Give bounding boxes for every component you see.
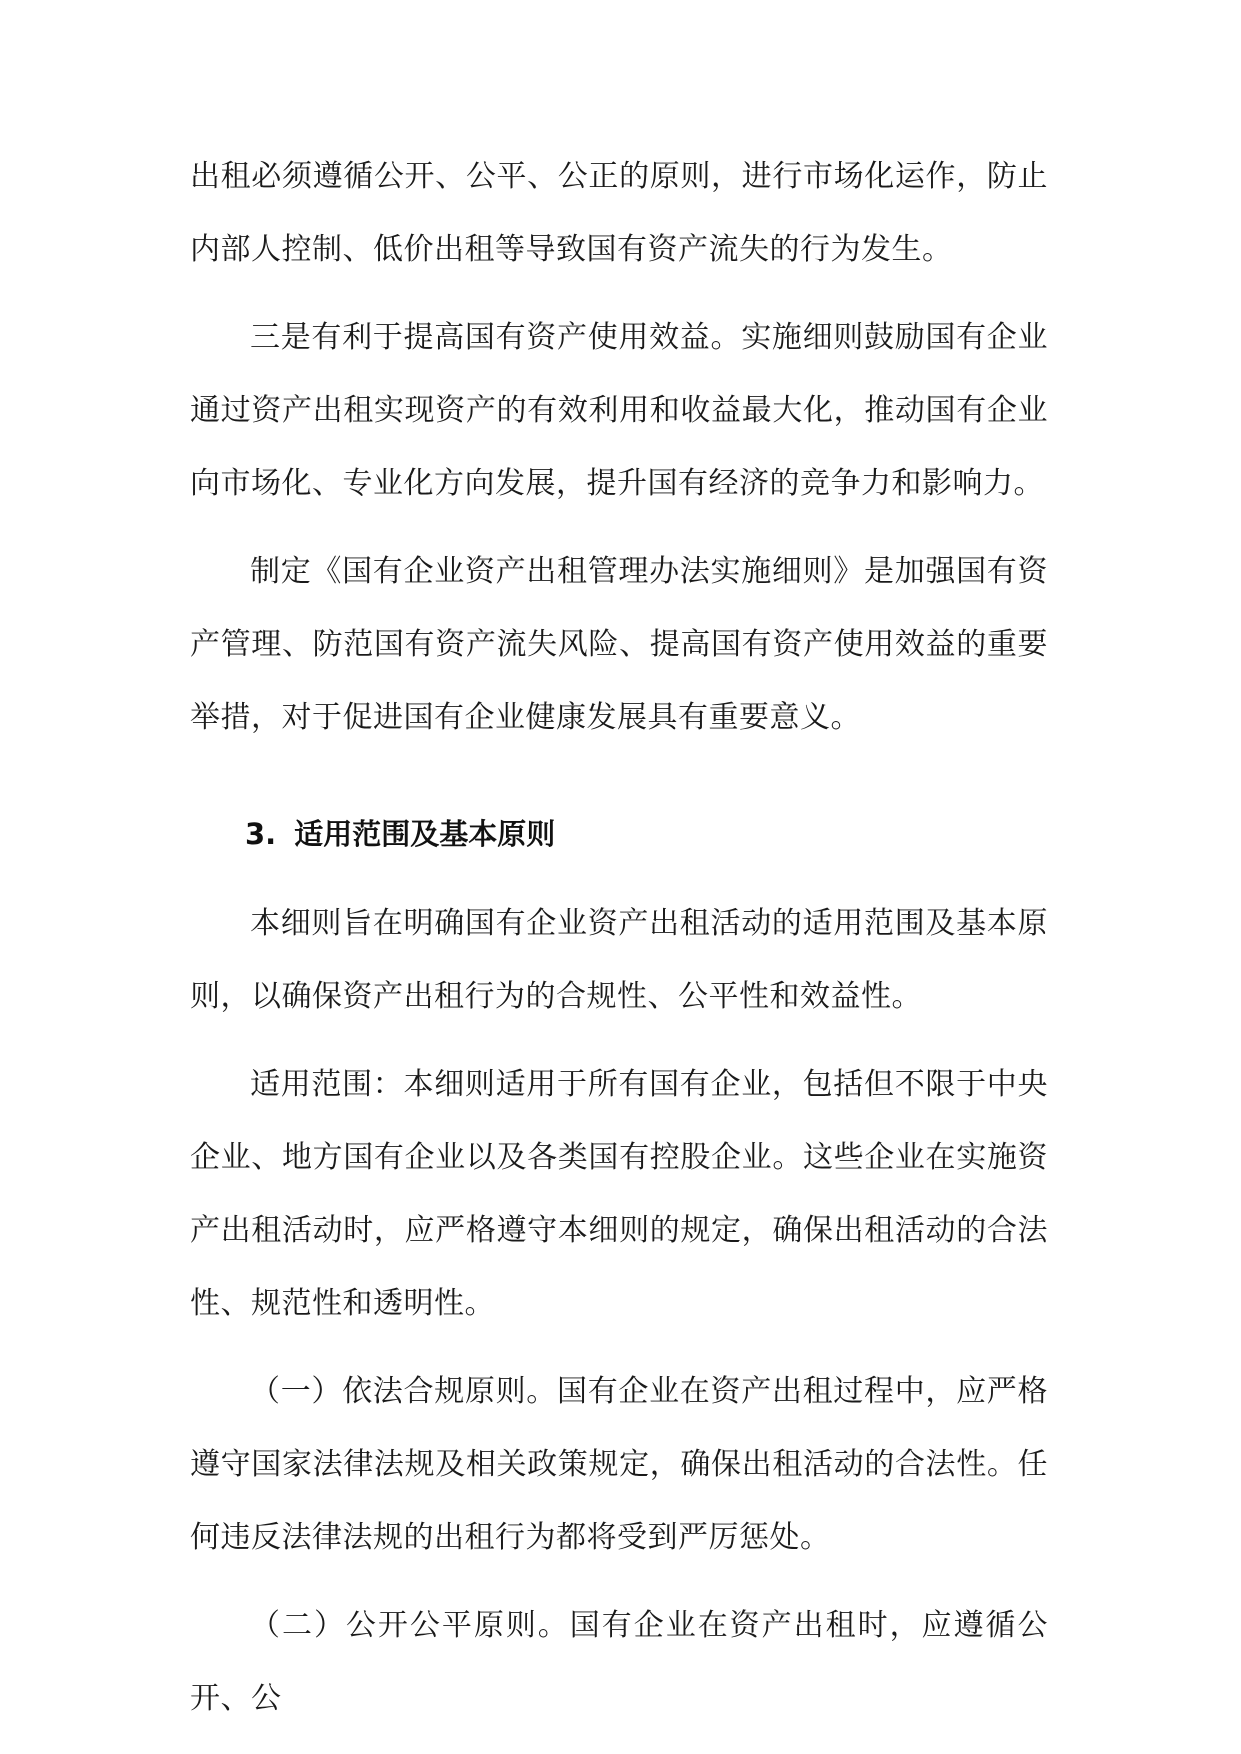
paragraph-conclusion: 制定《国有企业资产出租管理办法实施细则》是加强国有资产管理、防范国有资产流失风险、提高国有资产使用效益的重要举措，对于促进国有企业健康发展具有重要意义。 [190, 554, 1048, 735]
paragraph-efficiency: 三是有利于提高国有资产使用效益。实施细则鼓励国有企业通过资产出租实现资产的有效利用和收益最大化，推动国有企业向市场化、专业化方向发展，提升国有经济的竞争力和影响力。 [190, 320, 1048, 501]
section-heading [190, 798, 1048, 871]
document-body [190, 140, 1048, 1750]
paragraph-principle-1: （一）依法合规原则。国有企业在资产出租过程中，应严格遵守国家法律法规及相关政策规定，确保出租活动的合法性。任何违反法律法规的出租行为都将受到严厉惩处。 [190, 1374, 1048, 1555]
paragraph-continuation: 出租必须遵循公开、公平、公正的原则，进行市场化运作，防止内部人控制、低价出租等导致国有资产流失的行为发生。 [190, 159, 1048, 267]
paragraph-purpose: 本细则旨在明确国有企业资产出租活动的适用范围及基本原则，以确保资产出租行为的合规性、公平性和效益性。 [190, 906, 1048, 1014]
section-title: 适用范围及基本原则 [294, 817, 556, 851]
paragraph-scope: 适用范围：本细则适用于所有国有企业，包括但不限于中央企业、地方国有企业以及各类国有控股企业。这些企业在实施资产出租活动时，应严格遵守本细则的规定，确保出租活动的合法性、规范性和透明性。 [190, 1067, 1048, 1321]
paragraph-principle-2: （二）公开公平原则。国有企业在资产出租时，应遵循公开、公 [190, 1608, 1048, 1716]
section-number: 3. [245, 817, 277, 851]
